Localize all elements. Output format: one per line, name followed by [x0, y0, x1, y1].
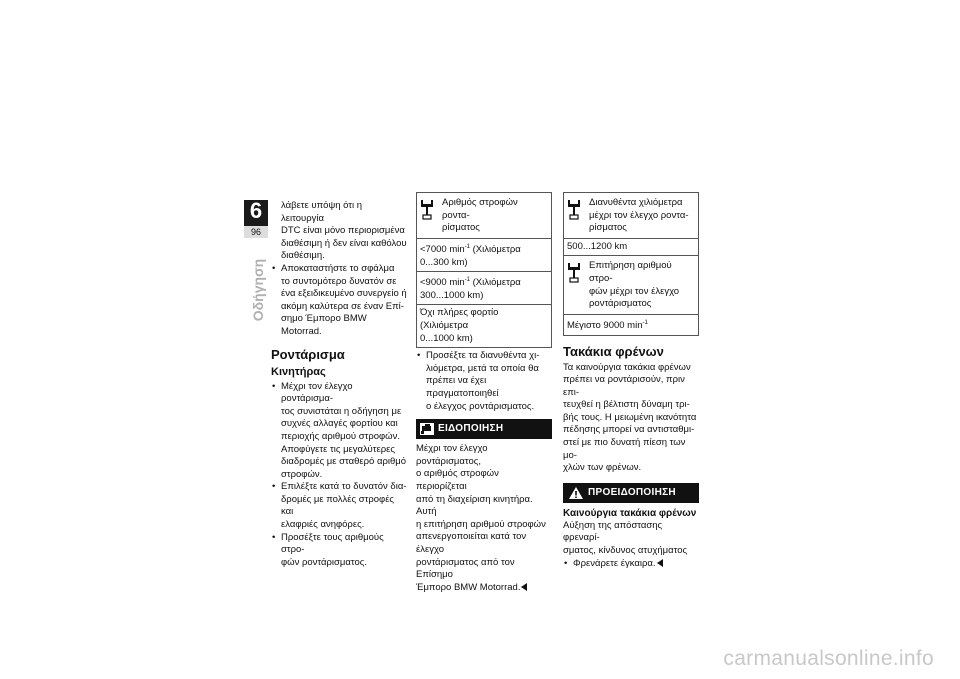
end-mark-icon	[521, 583, 527, 591]
mileage-table	[563, 192, 699, 336]
section-heading-running-in: Ροντάρισμα	[271, 346, 345, 362]
mileage-table-value: 500...1200 km	[564, 238, 698, 256]
notice-label: ΕΙΔΟΠΟΙΗΣΗ	[438, 422, 504, 434]
mileage-table-header: Διανυθέντα χιλιόμετρα μέχρι τον έλεγχο ροντα- ρίσματος	[564, 193, 698, 238]
notice-text: Μέχρι τον έλεγχο ροντάρισματος, ο αριθμός στροφών περιορίζεται από τη διαχείριση κινητήρα. Αυτή η επιτήρηση αριθμού στροφών απενεργοποιείται κατά τον έλεγχο ροντάρισματος από τον Επίσημο Έμπορο BMW Motorrad.	[416, 443, 546, 593]
notice-icon	[420, 423, 434, 435]
column-3	[563, 192, 699, 570]
column-2	[416, 192, 552, 594]
rpm-table-row: <9000 $\min^{-1} (X\iota\lambda\iota ό\mu\varepsilon\tau\rho\alpha$ 300...1000 km)	[417, 271, 551, 304]
subheading-engine: Κινητήρας	[271, 365, 326, 378]
wrench-icon	[420, 199, 434, 221]
wrench-icon	[567, 262, 581, 284]
rpm-monitor-header: Επιτήρηση αριθμού στρο- φών μέχρι τον έλεγχο ροντάρισματος	[564, 255, 698, 313]
section-side-label: Οδήγηση	[250, 258, 266, 322]
motorcycle-icon	[420, 423, 434, 435]
column-1	[271, 200, 407, 569]
chapter-number: 6	[249, 198, 263, 223]
rpm-table	[416, 192, 552, 348]
watermark: carmanualsonline.info	[723, 647, 934, 670]
rpm-table-row: Όχι πλήρες φορτίο (Χιλιόμετρα 0...1000 km)	[417, 304, 551, 347]
bullet-repair: • Αποκαταστήστε το σφάλμα το συντομότερο δυνατόν σε ένα εξειδικευμένο συνεργείο ή ακόμη καλύτερα σε έναν Επί- σημο Έμπορο BMW Motorrad.	[271, 263, 407, 339]
page-number: 96	[250, 227, 261, 237]
warning-banner	[563, 483, 699, 503]
warning-bullet: • Φρενάρετε έγκαιρα.	[563, 558, 699, 571]
brake-pads-text: Τα καινούργια τακάκια φρένων πρέπει να ροντάρισούν, πριν επι- τευχθεί η βέλτιστη δύναμη τρι- βής τους. Η μειωμένη ικανότητα πέδησης μπορεί να αντισταθμι- στεί με πιο δυνατή πίεση των μο- χλών των φρένων.	[563, 361, 697, 474]
warning-label: ΠΡΟΕΙΔΟΠΟΙΗΣΗ	[588, 486, 676, 498]
bullet-rpm: • Προσέξτε τους αριθμούς στρο- φών ροντάρισματος.	[271, 532, 407, 570]
end-mark-icon	[657, 559, 663, 567]
warning-triangle-icon	[568, 486, 584, 500]
wrench-icon	[567, 199, 581, 221]
bullet-mileage: • Προσέξτε τα διανυθέντα χι- λιόμετρα, μετά τα οποία θα πρέπει να έχει πραγματοποιηθεί ο έλεγχος ροντάρισματος.	[416, 350, 552, 413]
warning-title: Καινούργια τακάκια φρένων	[563, 507, 697, 519]
rpm-table-row: <7000 $\min^{-1} (X\iota\lambda\iota ό\mu\varepsilon\tau\rho\alpha$ 0...300 km)	[417, 238, 551, 271]
bullet-load-changes: • Μέχρι τον έλεγχο ροντάρισμα- τος συνιστάται η οδήγηση με συχνές αλλαγές φορτίου και περιοχής αριθμού στροφών. Αποφύγετε τις μεγαλύτερες διαδρομές με σταθερό αριθμό στροφών.	[271, 381, 407, 482]
warning-text: Αύξηση της απόστασης φρεναρί- σματος, κίνδυνος ατυχήματος	[563, 519, 688, 557]
section-heading-brake-pads: Τακάκια φρένων	[563, 343, 664, 359]
notice-banner	[416, 419, 552, 439]
rpm-table-header: Αριθμός στροφών ροντα- ρίσματος	[417, 193, 551, 238]
bullet-curvy-roads: • Επιλέξτε κατά το δυνατόν δια- δρομές με πολλές στροφές και ελαφριές ανηφόρες.	[271, 481, 407, 531]
continued-text: λάβετε υπόψη ότι η λειτουργία DTC είναι μόνο περιορισμένα διαθέσιμη ή δεν είναι καθόλου διαθέσιμη.	[281, 200, 407, 262]
rpm-monitor-value: Μέγιστο 9000 $\min^{-1}$	[564, 314, 698, 335]
